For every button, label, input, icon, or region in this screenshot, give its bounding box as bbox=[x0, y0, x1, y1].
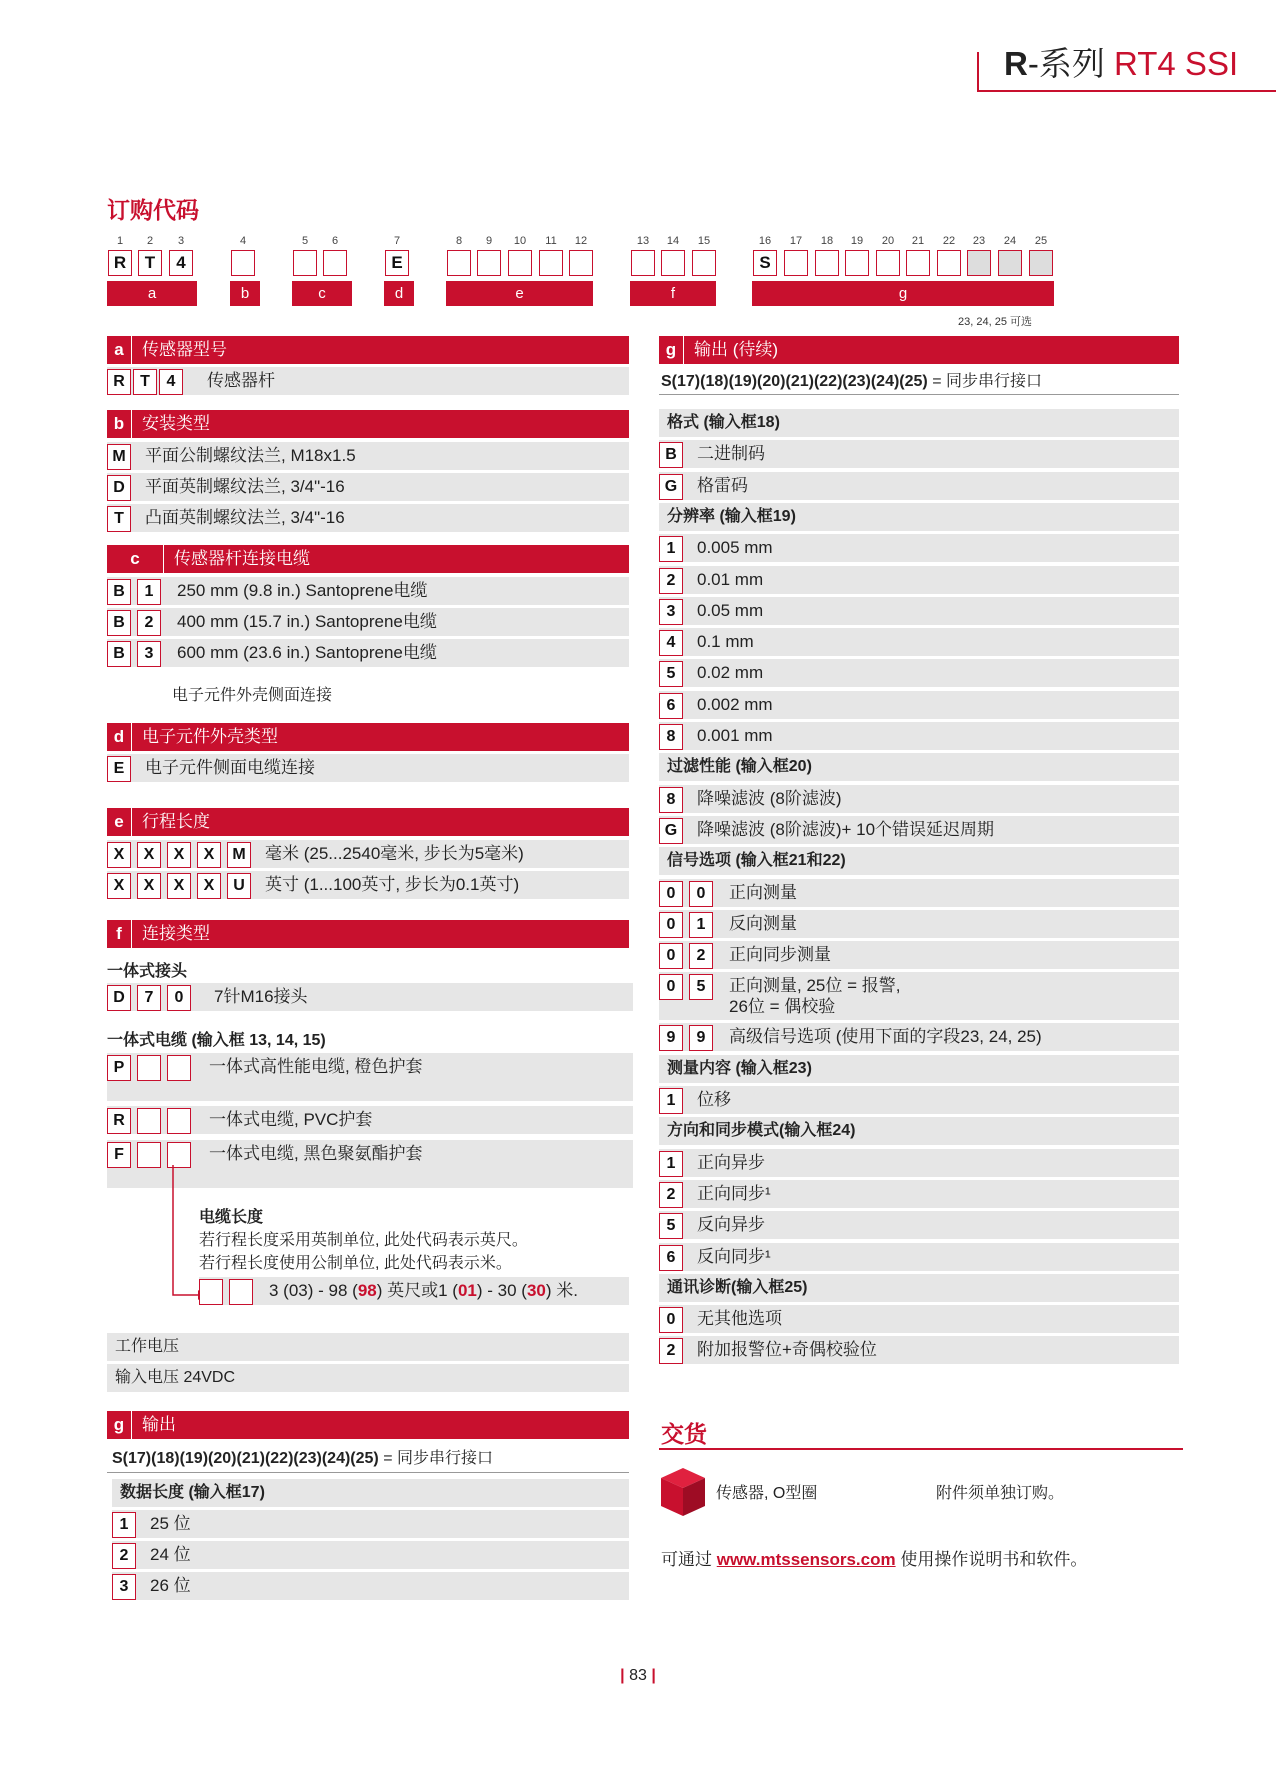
option-row bbox=[659, 972, 1179, 1020]
row-desc: 25 位 bbox=[150, 1514, 191, 1533]
row-desc: 反向同步¹ bbox=[697, 1246, 771, 1266]
code-box: B bbox=[659, 442, 683, 468]
option-row bbox=[659, 1305, 1179, 1333]
position-number: 21 bbox=[911, 235, 925, 247]
option-row bbox=[659, 816, 1179, 844]
row-desc: 0.01 mm bbox=[697, 569, 764, 589]
row-desc: 毫米 (25...2540毫米, 步长为5毫米) bbox=[265, 844, 524, 863]
row-desc: 0.005 mm bbox=[697, 538, 773, 558]
manual-line bbox=[661, 1545, 1087, 1570]
position-number: 14 bbox=[666, 235, 680, 247]
code-box: 1 bbox=[689, 912, 713, 938]
subsection-title: 测量内容 (输入框23) bbox=[659, 1055, 1179, 1083]
option-row bbox=[659, 785, 1179, 813]
serial-code: S(17)(18)(19)(20)(21)(22)(23)(24)(25) bbox=[661, 373, 928, 390]
code-box: X bbox=[107, 873, 131, 899]
code-box bbox=[692, 250, 716, 276]
cable-length-note-1: 若行程长度采用英制单位, 此处代码表示英尺。 bbox=[199, 1232, 528, 1249]
row-desc: 250 mm (9.8 in.) Santoprene电缆 bbox=[177, 581, 428, 600]
position-number: 11 bbox=[545, 235, 557, 247]
option-row bbox=[659, 566, 1179, 594]
code-box: X bbox=[167, 873, 191, 899]
manual-prefix: 可通过 bbox=[661, 1550, 717, 1569]
code-box: B bbox=[107, 579, 131, 605]
row-desc: 0.05 mm bbox=[697, 600, 764, 620]
position-number: 10 bbox=[513, 235, 527, 247]
row-desc: 600 mm (23.6 in.) Santoprene电缆 bbox=[177, 643, 437, 662]
code-box: 5 bbox=[659, 1213, 683, 1239]
row-desc: 平面英制螺纹法兰, 3/4"-16 bbox=[145, 477, 345, 496]
row-desc: 高级信号选项 (使用下面的字段23, 24, 25) bbox=[729, 1027, 1042, 1047]
row-desc: 一体式电缆, 黑色聚氨酯护套 bbox=[209, 1144, 423, 1163]
section-letter: g bbox=[107, 1411, 132, 1439]
row-desc: 26 位 bbox=[150, 1576, 191, 1595]
position-number: 13 bbox=[636, 235, 650, 247]
option-row bbox=[107, 442, 629, 470]
row-desc: 英寸 (1...100英寸, 步长为0.1英寸) bbox=[265, 875, 520, 894]
row-desc: 降噪滤波 (8阶滤波) bbox=[697, 788, 842, 808]
subsection-title: 过滤性能 (输入框20) bbox=[659, 753, 1179, 781]
code-box bbox=[137, 1055, 161, 1081]
code-box bbox=[229, 1279, 253, 1305]
code-box: X bbox=[197, 842, 221, 868]
code-box: 6 bbox=[659, 693, 683, 719]
section-letter: e bbox=[107, 808, 132, 836]
code-box: E bbox=[107, 756, 131, 782]
code-box: T bbox=[133, 369, 157, 395]
code-box: 0 bbox=[659, 943, 683, 969]
code-box: X bbox=[137, 873, 161, 899]
integral-cable-label bbox=[107, 1027, 326, 1050]
section-b-header bbox=[107, 410, 629, 438]
option-row bbox=[659, 1336, 1179, 1364]
code-box: R bbox=[107, 369, 131, 395]
position-number: 8 bbox=[455, 235, 463, 247]
range-text: ) 英尺或1 ( bbox=[376, 1281, 458, 1300]
integral-connector-label: 一体式接头 bbox=[107, 963, 188, 980]
option-row bbox=[659, 440, 1179, 468]
code-box: 2 bbox=[659, 1338, 683, 1364]
code-box: 4 bbox=[159, 369, 183, 395]
code-box: 0 bbox=[659, 881, 683, 907]
code-box: X bbox=[107, 842, 131, 868]
connector-row bbox=[107, 983, 633, 1011]
position-number: 20 bbox=[881, 235, 895, 247]
option-row bbox=[107, 1053, 633, 1101]
code-box bbox=[137, 1108, 161, 1134]
position-number: 16 bbox=[758, 235, 772, 247]
option-row bbox=[659, 1086, 1179, 1114]
code-box: 8 bbox=[659, 724, 683, 750]
section-title: 连接类型 bbox=[142, 924, 210, 943]
code-box: X bbox=[137, 842, 161, 868]
row-desc: 二进制码 bbox=[697, 444, 765, 464]
code-box: M bbox=[107, 444, 131, 470]
code-box bbox=[508, 250, 532, 276]
section-a-header bbox=[107, 336, 629, 364]
code-box bbox=[1029, 250, 1053, 276]
code-box: X bbox=[167, 842, 191, 868]
model-name: RT4 SSI bbox=[1114, 45, 1239, 82]
row-desc: 正向异步 bbox=[697, 1152, 765, 1172]
section-letter: c bbox=[107, 545, 164, 573]
section-c-header bbox=[107, 545, 629, 573]
code-box: 5 bbox=[689, 974, 713, 1000]
subtitle-text: 数据长度 (输入框 bbox=[120, 1484, 242, 1501]
code-box bbox=[815, 250, 839, 276]
option-row bbox=[659, 941, 1179, 969]
label-prefix: 一体式电缆 (输入框 bbox=[107, 1032, 250, 1049]
delivery-title: 交货 bbox=[661, 1421, 707, 1447]
code-box: 2 bbox=[112, 1543, 136, 1569]
section-e-header bbox=[107, 808, 629, 836]
divider bbox=[107, 1472, 629, 1473]
subsection-title: 格式 (输入框18) bbox=[659, 409, 1179, 437]
option-row bbox=[659, 659, 1179, 687]
option-row bbox=[659, 1180, 1179, 1208]
position-number: 2 bbox=[146, 235, 154, 247]
option-row bbox=[107, 608, 629, 636]
code-box: 7 bbox=[137, 985, 161, 1011]
code-box bbox=[539, 250, 563, 276]
range-value: 01 bbox=[457, 1281, 477, 1300]
code-box: 0 bbox=[659, 1307, 683, 1333]
brand-series: -系列 bbox=[1027, 45, 1105, 82]
subtitle-suffix: ) bbox=[259, 1484, 265, 1501]
label-suffix: ) bbox=[320, 1032, 326, 1049]
brand-letter: R bbox=[1004, 45, 1028, 82]
option-row bbox=[659, 534, 1179, 562]
code-box bbox=[167, 1055, 191, 1081]
row-desc: 一体式高性能电缆, 橙色护套 bbox=[209, 1057, 423, 1076]
code-box: 4 bbox=[659, 630, 683, 656]
code-box: S bbox=[753, 250, 777, 276]
code-box: 2 bbox=[659, 568, 683, 594]
section-g-header bbox=[107, 1411, 629, 1439]
option-row bbox=[659, 472, 1179, 500]
code-box bbox=[876, 250, 900, 276]
code-box bbox=[998, 250, 1022, 276]
cable-length-row bbox=[199, 1277, 629, 1305]
range-text: 3 (03) - 98 ( bbox=[269, 1281, 358, 1300]
position-number: 25 bbox=[1034, 235, 1048, 247]
section-title: 输出 (待续) bbox=[694, 340, 779, 359]
position-number: 1 bbox=[116, 235, 124, 247]
divider bbox=[659, 394, 1179, 395]
delivery-accessories: 附件须单独订购。 bbox=[936, 1485, 1065, 1502]
option-row bbox=[107, 473, 629, 501]
row-desc: 凸面英制螺纹法兰, 3/4"-16 bbox=[145, 508, 345, 527]
subtitle-num: 17 bbox=[241, 1484, 260, 1501]
option-row bbox=[107, 577, 629, 605]
cable-length-note-2: 若行程长度使用公制单位, 此处代码表示米。 bbox=[199, 1255, 512, 1272]
section-c-note: 电子元件外壳侧面连接 bbox=[172, 687, 333, 704]
code-group-label: g bbox=[752, 281, 1054, 306]
code-box: T bbox=[107, 506, 131, 532]
page-number-text: 83 bbox=[629, 1667, 647, 1684]
position-number: 24 bbox=[1003, 235, 1017, 247]
row-desc: 0.02 mm bbox=[697, 663, 764, 683]
code-box bbox=[137, 1142, 161, 1168]
section-d-row bbox=[107, 754, 629, 782]
code-box: F bbox=[107, 1142, 131, 1168]
row-desc: 26位 = 偶校验 bbox=[729, 997, 836, 1017]
row-desc: 降噪滤波 (8阶滤波)+ 10个错误延迟周期 bbox=[697, 819, 995, 839]
option-row bbox=[112, 1572, 629, 1600]
code-box: 5 bbox=[659, 661, 683, 687]
code-box: 3 bbox=[137, 641, 161, 667]
code-box: 6 bbox=[659, 1245, 683, 1271]
delivery-item: 传感器, O型圈 bbox=[716, 1485, 818, 1502]
code-box: E bbox=[385, 250, 409, 276]
section-d-header bbox=[107, 723, 629, 751]
row-desc: 一体式电缆, PVC护套 bbox=[209, 1110, 373, 1129]
code-box: 2 bbox=[689, 943, 713, 969]
code-box: 1 bbox=[659, 536, 683, 562]
code-box: 9 bbox=[659, 1025, 683, 1051]
code-group-label: f bbox=[630, 281, 716, 306]
row-desc: 格雷码 bbox=[697, 475, 748, 495]
code-group-label: c bbox=[292, 281, 352, 306]
code-box: T bbox=[138, 250, 162, 276]
option-row bbox=[659, 1211, 1179, 1239]
section-a-row bbox=[107, 367, 629, 395]
code-box: 9 bbox=[689, 1025, 713, 1051]
row-desc: 7针M16接头 bbox=[214, 987, 308, 1006]
subsection-title: 通讯诊断(输入框25) bbox=[659, 1274, 1179, 1302]
option-row bbox=[659, 1243, 1179, 1271]
page-title: 订购代码 bbox=[107, 197, 199, 223]
section-letter: g bbox=[659, 336, 684, 364]
option-row bbox=[659, 910, 1179, 938]
option-row bbox=[659, 879, 1179, 907]
voltage-title: 工作电压 bbox=[107, 1333, 629, 1361]
data-length-title bbox=[112, 1479, 629, 1507]
option-row bbox=[659, 1023, 1179, 1051]
code-box: U bbox=[227, 873, 251, 899]
code-box bbox=[569, 250, 593, 276]
option-row bbox=[659, 597, 1179, 625]
position-number: 19 bbox=[850, 235, 864, 247]
section-title: 安装类型 bbox=[142, 414, 210, 433]
optional-note: 23, 24, 25 可选 bbox=[958, 316, 1032, 328]
row-desc: 电子元件侧面电缆连接 bbox=[145, 758, 315, 777]
code-box bbox=[323, 250, 347, 276]
position-number: 12 bbox=[574, 235, 588, 247]
range-text: ) 米. bbox=[545, 1281, 578, 1300]
position-number: 7 bbox=[393, 235, 401, 247]
row-desc: 传感器杆 bbox=[207, 371, 275, 390]
code-group-label: e bbox=[446, 281, 593, 306]
code-box: 1 bbox=[137, 579, 161, 605]
row-desc: 正向测量 bbox=[729, 882, 797, 902]
code-box bbox=[477, 250, 501, 276]
code-box: 2 bbox=[137, 610, 161, 636]
box-icon bbox=[659, 1466, 707, 1518]
position-number: 17 bbox=[789, 235, 803, 247]
section-title: 输出 bbox=[142, 1415, 176, 1434]
option-row bbox=[107, 639, 629, 667]
section-title: 传感器杆连接电缆 bbox=[174, 549, 310, 568]
voltage-value: 输入电压 24VDC bbox=[107, 1364, 629, 1392]
row-desc: 位移 bbox=[697, 1090, 731, 1109]
page-mark: | bbox=[620, 1667, 625, 1684]
row-desc: 正向同步测量 bbox=[729, 945, 831, 965]
label-boxes: 13, 14, 15 bbox=[249, 1032, 321, 1049]
code-box: 0 bbox=[659, 974, 683, 1000]
code-box: D bbox=[107, 985, 131, 1011]
code-box bbox=[784, 250, 808, 276]
code-group-label: a bbox=[107, 281, 197, 306]
position-number: 4 bbox=[239, 235, 247, 247]
code-box bbox=[447, 250, 471, 276]
section-f-header bbox=[107, 920, 629, 948]
option-row bbox=[107, 1106, 633, 1134]
website-link[interactable]: www.mtssensors.com bbox=[716, 1550, 896, 1569]
code-group-label: d bbox=[384, 281, 414, 306]
code-box: 0 bbox=[167, 985, 191, 1011]
subsection-title: 信号选项 (输入框21和22) bbox=[659, 847, 1179, 875]
position-number: 3 bbox=[177, 235, 185, 247]
option-row bbox=[112, 1541, 629, 1569]
option-row bbox=[107, 504, 629, 532]
code-box: R bbox=[108, 250, 132, 276]
code-box: 1 bbox=[112, 1512, 136, 1538]
position-number: 15 bbox=[697, 235, 711, 247]
code-box bbox=[661, 250, 685, 276]
serial-line bbox=[661, 368, 1042, 391]
serial-code: S(17)(18)(19)(20)(21)(22)(23)(24)(25) bbox=[112, 1450, 379, 1467]
code-box: 0 bbox=[659, 912, 683, 938]
subsection-title: 方向和同步模式(输入框24) bbox=[659, 1117, 1179, 1145]
range-value: 98 bbox=[357, 1281, 377, 1300]
code-box: 3 bbox=[659, 599, 683, 625]
section-letter: d bbox=[107, 723, 132, 751]
code-box: 1 bbox=[659, 1088, 683, 1114]
code-box: M bbox=[227, 842, 251, 868]
code-box bbox=[631, 250, 655, 276]
row-desc: 平面公制螺纹法兰, M18x1.5 bbox=[145, 446, 356, 465]
code-box: 1 bbox=[659, 1151, 683, 1177]
section-title: 电子元件外壳类型 bbox=[142, 727, 278, 746]
option-row bbox=[659, 691, 1179, 719]
code-box: 3 bbox=[112, 1574, 136, 1600]
section-title: 传感器型号 bbox=[142, 340, 227, 359]
row-desc: 24 位 bbox=[150, 1545, 191, 1564]
range-value: 30 bbox=[526, 1281, 546, 1300]
option-row bbox=[659, 628, 1179, 656]
option-row bbox=[107, 840, 629, 868]
row-desc: 正向测量, 25位 = 报警, bbox=[729, 976, 901, 996]
section-title: 行程长度 bbox=[142, 812, 210, 831]
option-row bbox=[659, 722, 1179, 750]
code-box: R bbox=[107, 1108, 131, 1134]
cable-length-title: 电缆长度 bbox=[199, 1209, 264, 1226]
code-box: P bbox=[107, 1055, 131, 1081]
code-box: 8 bbox=[659, 787, 683, 813]
code-box bbox=[937, 250, 961, 276]
code-box: G bbox=[659, 474, 683, 500]
code-box: 4 bbox=[169, 250, 193, 276]
page-mark: | bbox=[651, 1667, 656, 1684]
row-desc: 400 mm (15.7 in.) Santoprene电缆 bbox=[177, 612, 437, 631]
section-g2-header bbox=[659, 336, 1179, 364]
subsection-title: 分辨率 (输入框19) bbox=[659, 503, 1179, 531]
code-box: G bbox=[659, 818, 683, 844]
row-desc: 反向测量 bbox=[729, 913, 797, 933]
code-box: 0 bbox=[689, 881, 713, 907]
row-desc: 0.001 mm bbox=[697, 726, 773, 745]
serial-desc: = 同步串行接口 bbox=[378, 1450, 493, 1467]
code-box: X bbox=[197, 873, 221, 899]
code-box: B bbox=[107, 641, 131, 667]
code-box: B bbox=[107, 610, 131, 636]
position-number: 22 bbox=[942, 235, 956, 247]
section-letter: f bbox=[107, 920, 132, 948]
delivery-rule bbox=[659, 1448, 1183, 1450]
manual-suffix: 使用操作说明书和软件。 bbox=[895, 1550, 1088, 1569]
code-group-label: b bbox=[230, 281, 260, 306]
row-desc: 反向异步 bbox=[697, 1215, 765, 1235]
range-text: ) - 30 ( bbox=[476, 1281, 527, 1300]
row-desc: 正向同步¹ bbox=[697, 1183, 771, 1203]
code-box bbox=[231, 250, 255, 276]
code-box: D bbox=[107, 475, 131, 501]
position-number: 6 bbox=[331, 235, 339, 247]
row-desc: 0.1 mm bbox=[697, 632, 754, 652]
option-row bbox=[659, 1149, 1179, 1177]
row-desc: 无其他选项 bbox=[697, 1309, 782, 1329]
position-number: 5 bbox=[301, 235, 309, 247]
option-row bbox=[112, 1510, 629, 1538]
option-row bbox=[107, 871, 629, 899]
position-number: 9 bbox=[485, 235, 493, 247]
section-letter: a bbox=[107, 336, 132, 364]
code-box bbox=[845, 250, 869, 276]
row-desc: 附加报警位+奇偶校验位 bbox=[697, 1340, 877, 1360]
code-box bbox=[167, 1108, 191, 1134]
position-number: 18 bbox=[820, 235, 834, 247]
code-box bbox=[967, 250, 991, 276]
page-header bbox=[1004, 44, 1238, 84]
serial-desc: = 同步串行接口 bbox=[927, 373, 1042, 390]
code-box bbox=[199, 1279, 223, 1305]
position-number: 23 bbox=[972, 235, 986, 247]
code-box bbox=[906, 250, 930, 276]
page-number bbox=[617, 1667, 659, 1685]
row-desc: 0.002 mm bbox=[697, 694, 773, 714]
code-box bbox=[293, 250, 317, 276]
section-letter: b bbox=[107, 410, 132, 438]
code-box: 2 bbox=[659, 1182, 683, 1208]
serial-line bbox=[112, 1445, 493, 1468]
